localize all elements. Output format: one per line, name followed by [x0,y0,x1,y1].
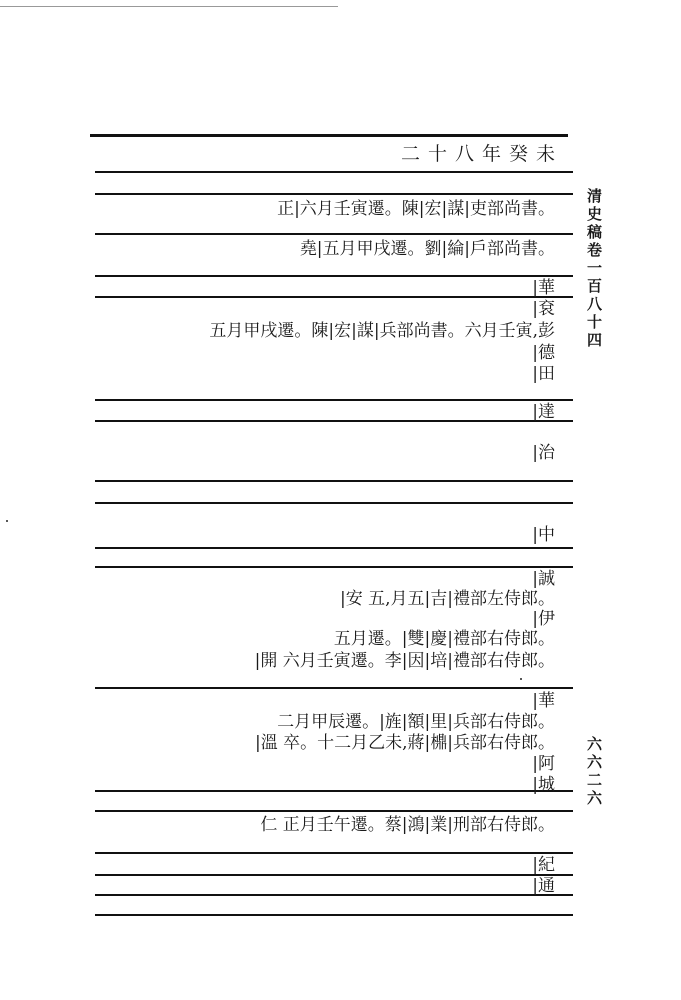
table-rule [95,480,573,482]
table-rule [95,687,573,689]
table-row: 仁 正月壬午遷。蔡|鴻|業|刑部右侍郎。 [260,815,555,835]
scan-speck [520,678,522,680]
table-rule [95,296,573,298]
table-row: |紀 [532,855,555,875]
table-rule [95,852,573,854]
table-row: 五月遷。|雙|慶|禮部右侍郎。 [333,629,555,649]
table-rule [95,502,573,504]
table-row: |伊 [532,609,555,629]
table-row: 堯|五月甲戌遷。劉|綸|戶部尚書。 [299,239,555,259]
table-rule [95,566,573,568]
table-row: |溫 卒。十二月乙未,蔣|檙|兵部右侍郎。 [255,733,555,753]
table-rule [95,420,573,422]
table-rule [95,547,573,549]
table-rule [95,790,573,792]
volume-title: 清史稿卷一百八十四 [585,188,603,350]
table-row: |城 [532,775,555,795]
table-rule [95,894,573,896]
table-rule [95,233,573,235]
table-rule [95,810,573,812]
table-row: 五月甲戌遷。陳|宏|謀|兵部尚書。六月壬寅,彭 [209,321,555,341]
table-row: |田 [532,364,555,384]
table-row: |華 [532,691,555,711]
table-rule [95,193,573,195]
table-row: 二月甲辰遷。|旌|額|里|兵部右侍郎。 [277,712,555,732]
table-rule [95,399,573,401]
table-top-rule [90,134,568,137]
table-row: |阿 [532,754,555,774]
table-row: |開 六月壬寅遷。李|因|培|禮部右侍郎。 [254,651,555,671]
table-row: |德 [532,343,555,363]
table-row: |通 [532,876,555,896]
page-number: 六六二六 [585,736,603,808]
table-row: |華 [532,278,555,298]
table-row: |中 [532,525,555,545]
table-rule [95,874,573,876]
table-row: |達 [532,402,555,422]
year-header: 二十八年癸未 [400,143,563,165]
table-row: |袞 [532,299,555,319]
table-row: 正|六月壬寅遷。陳|宏|謀|吏部尚書。 [277,199,555,219]
scan-top-edge [0,0,338,7]
table-row: |安 五,月五|吉|禮部左侍郎。 [340,589,555,609]
scan-speck [6,520,8,522]
table-rule [95,275,573,277]
table-rule [95,171,573,173]
table-row: |誠 [532,569,555,589]
table-bottom-rule [95,914,573,916]
table-row: |治 [532,443,555,463]
